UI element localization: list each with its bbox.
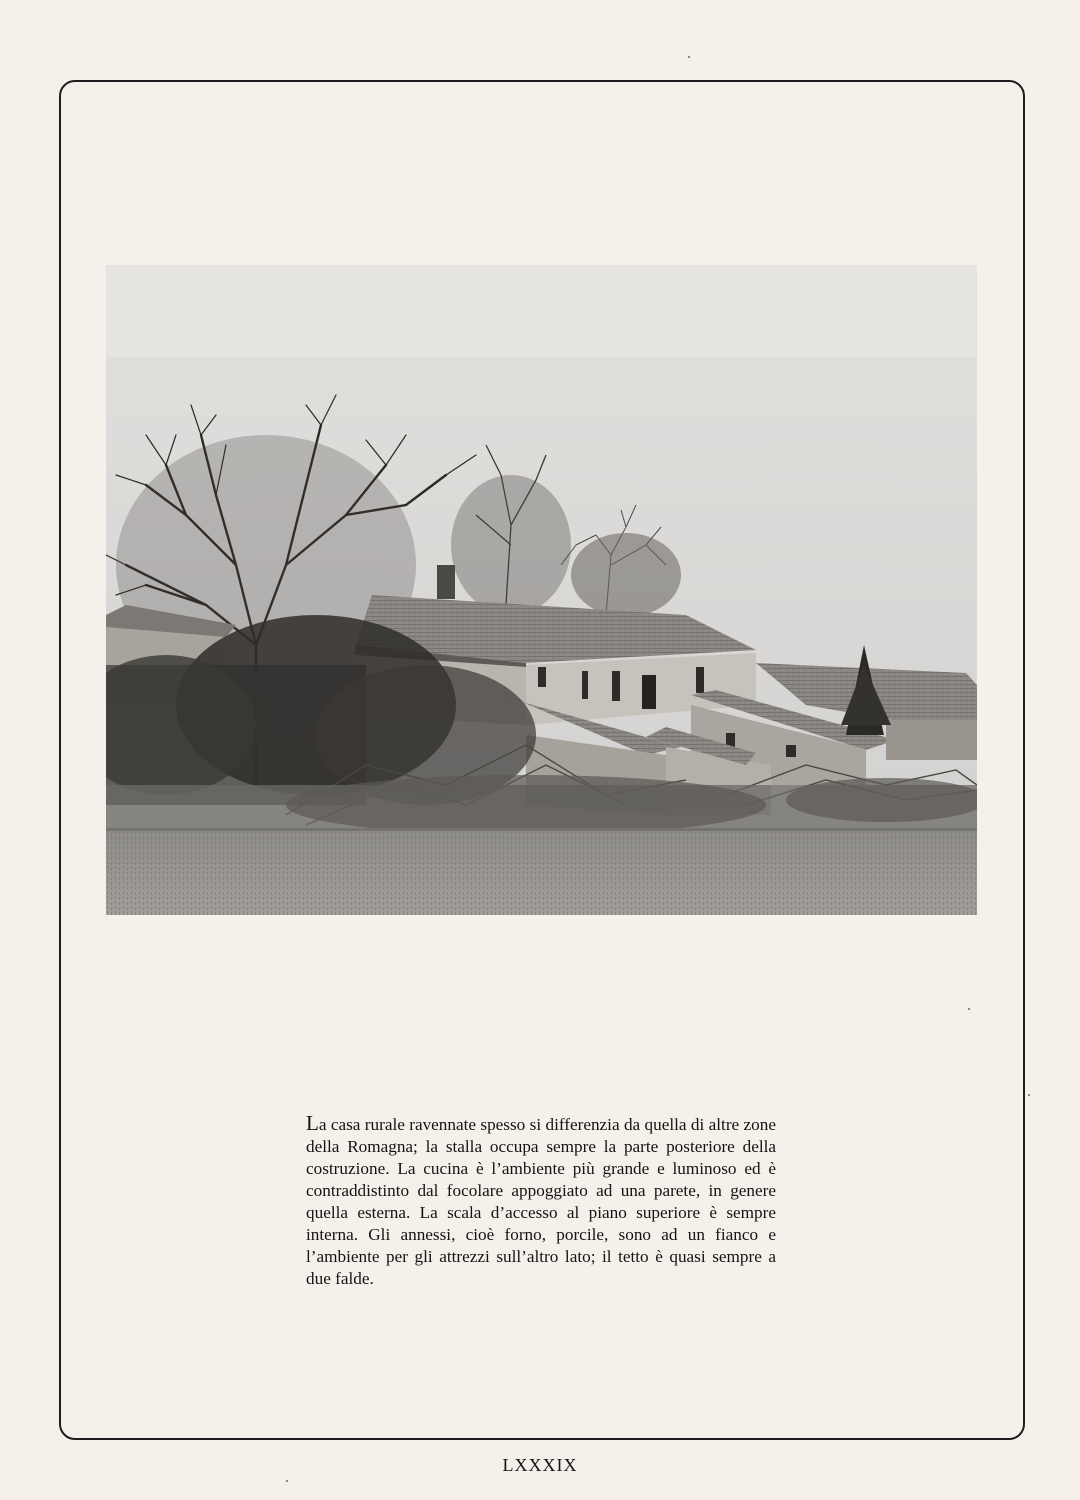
dust-speck bbox=[968, 1008, 970, 1010]
photo-caption bbox=[306, 1112, 776, 1290]
drop-initial: L bbox=[306, 1111, 319, 1135]
caption-text: a casa rurale ravennate spesso si differenzia da quella di altre zone della Romagna; la stalla occupa sempre la parte posteriore della costruzione. La cucina è l’ambiente più grande e luminoso ed è contraddistinto dal focolare appoggiato ad una parete, in genere quella esterna. La scala d’accesso al piano superiore è sempre interna. Gli annessi, cioè forno, porcile, sono ad un fianco e l’ambiente per gli attrezzi sull’altro lato; il tetto è quasi sempre a due falde. bbox=[306, 1115, 776, 1288]
dust-speck bbox=[286, 1480, 288, 1482]
page-number: LXXXIX bbox=[502, 1455, 578, 1475]
farmhouse-photograph bbox=[106, 265, 977, 915]
dust-speck bbox=[688, 56, 690, 58]
dust-speck bbox=[1028, 1094, 1030, 1096]
